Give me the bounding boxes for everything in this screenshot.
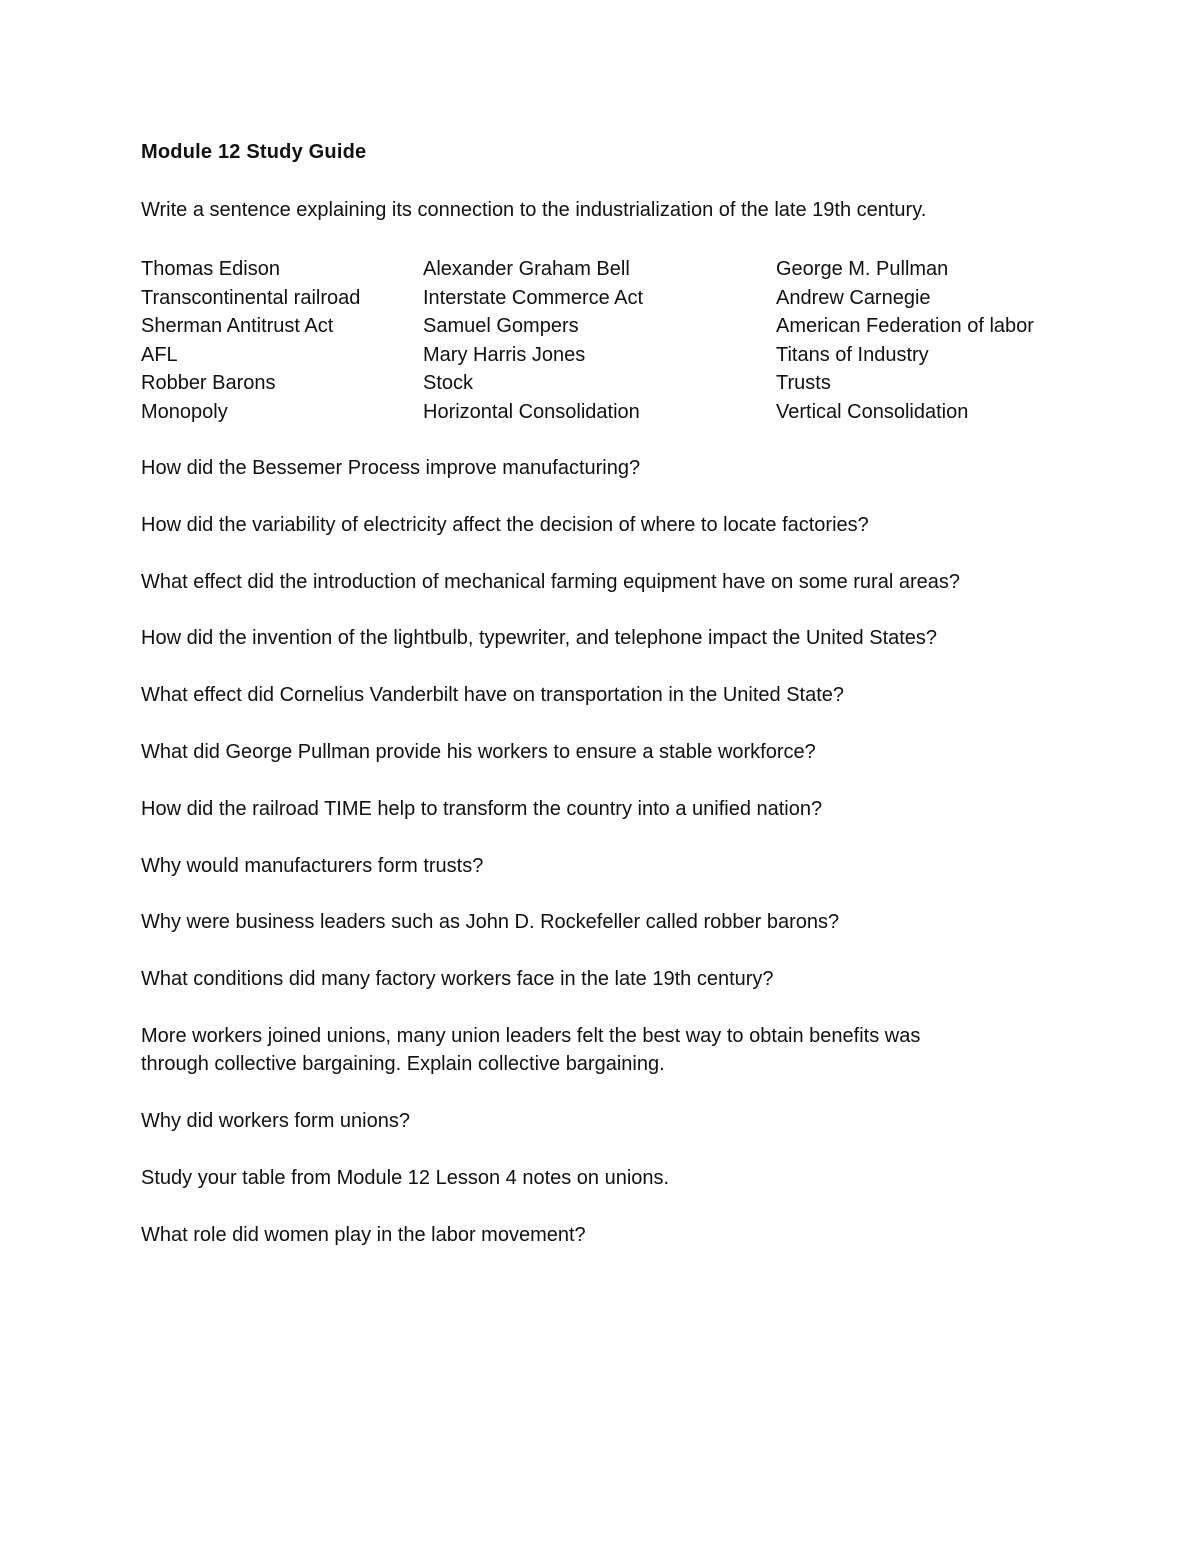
term: Robber Barons <box>141 372 276 394</box>
term: Interstate Commerce Act <box>423 286 644 309</box>
terms-grid <box>141 255 1101 426</box>
term: Trusts <box>776 372 831 394</box>
page-title: Module 12 Study Guide <box>141 141 367 163</box>
term: AFL <box>141 343 178 366</box>
term: Stock <box>423 372 474 394</box>
question: What effect did the introduction of mechanical farming equipment have on some rural areas? <box>141 570 960 593</box>
instruction-text: Write a sentence explaining its connection to the industrialization of the late 19th century. <box>141 199 927 221</box>
question: Why would manufacturers form trusts? <box>141 854 484 877</box>
term: Vertical Consolidation <box>776 400 969 423</box>
question: How did the Bessemer Process improve manufacturing? <box>141 457 641 479</box>
question: What effect did Cornelius Vanderbilt have on transportation in the United State? <box>141 684 845 707</box>
term: Thomas Edison <box>141 258 280 280</box>
question: Why did workers form unions? <box>141 1110 410 1133</box>
term: Transcontinental railroad <box>141 286 361 309</box>
term: George M. Pullman <box>776 258 949 280</box>
term: Alexander Graham Bell <box>423 258 630 280</box>
question: What conditions did many factory workers face in the late 19th century? <box>141 968 774 991</box>
question: Study your table from Module 12 Lesson 4 notes on unions. <box>141 1167 670 1190</box>
question: More workers joined unions, many union leaders felt the best way to obtain benefits was through collective bargaining. Explain collective bargaining. <box>141 1024 921 1076</box>
question: What did George Pullman provide his workers to ensure a stable workforce? <box>141 740 816 763</box>
question: How did the variability of electricity affect the decision of where to locate factories? <box>141 513 869 536</box>
question: How did the railroad TIME help to transform the country into a unified nation? <box>141 797 823 820</box>
term: Monopoly <box>141 400 228 423</box>
term: Sherman Antitrust Act <box>141 315 334 337</box>
question: Why were business leaders such as John D. Rockefeller called robber barons? <box>141 911 840 934</box>
term: Mary Harris Jones <box>423 343 586 366</box>
term: American Federation of labor <box>776 315 1034 337</box>
question: How did the invention of the lightbulb, typewriter, and telephone impact the United States? <box>141 627 938 650</box>
term: Horizontal Consolidation <box>423 400 640 423</box>
term: Titans of Industry <box>776 343 929 366</box>
term: Andrew Carnegie <box>776 286 931 309</box>
question: What role did women play in the labor movement? <box>141 1223 586 1246</box>
questions-list <box>141 454 1041 1278</box>
term: Samuel Gompers <box>423 315 579 337</box>
